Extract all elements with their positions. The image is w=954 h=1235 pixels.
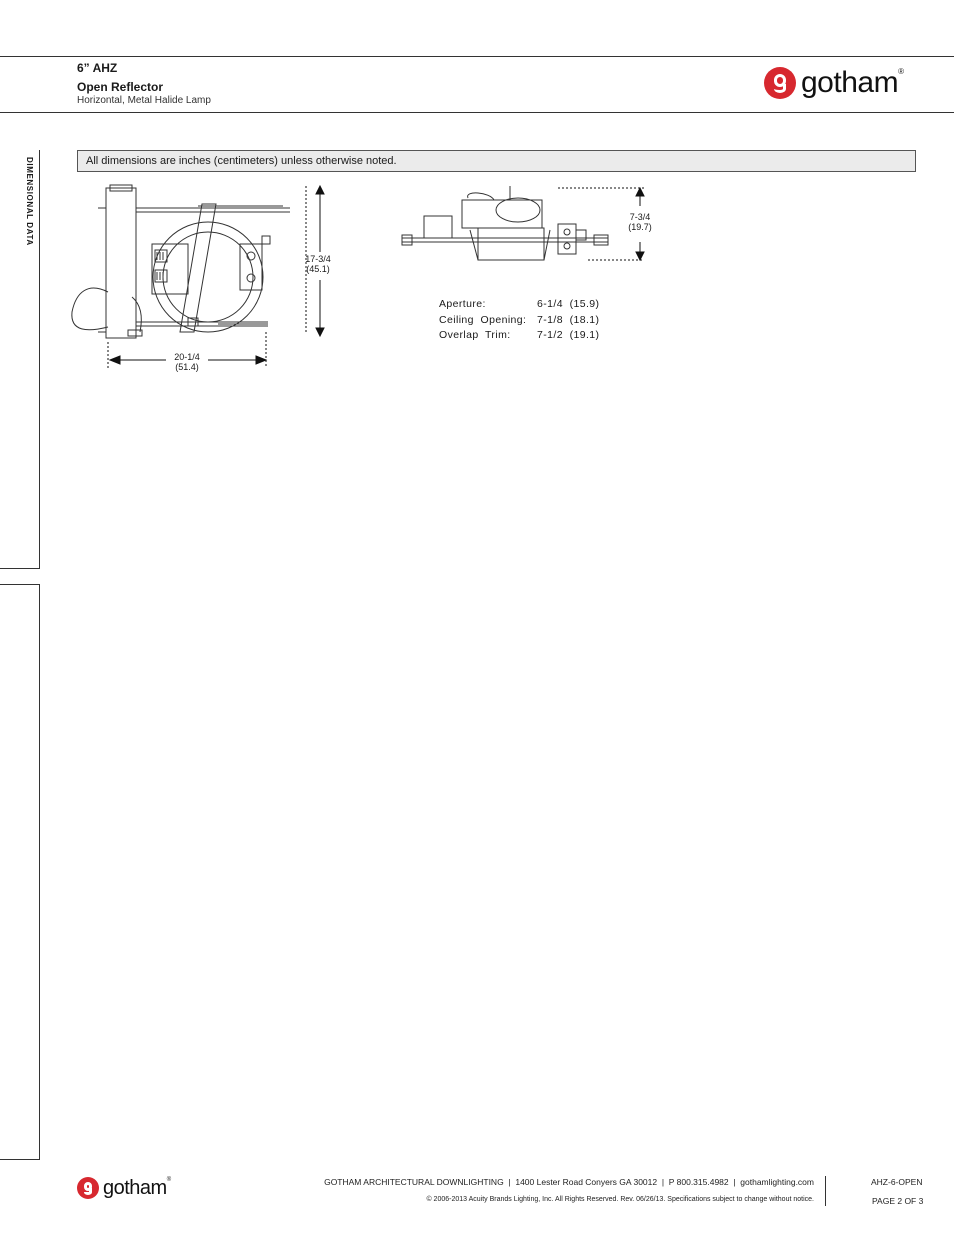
footer-divider [825,1176,826,1206]
side-height-centimeters: (19.7) [628,222,652,232]
top-width-centimeters: (51.4) [175,362,199,372]
spec-value: 7-1/8 (18.1) [537,313,600,326]
gotham-logo-icon [77,1177,99,1199]
side-tab-dimensional [0,150,40,569]
footer-logo [77,1177,171,1199]
spec-label: Aperture: [439,298,486,310]
page-title: 6” AHZ [77,61,118,75]
top-view-drawing [68,182,338,374]
page-subtitle: Open Reflector [77,80,164,94]
top-height-dimension [300,254,336,274]
spec-row-aperture [439,298,599,314]
page-description: Horizontal, Metal Halide Lamp [77,95,211,106]
footer-address: GOTHAM ARCHITECTURAL DOWNLIGHTING | 1400 Lester Road Conyers GA 30012 | P 800.315.4982 | gothamlighting.com [324,1177,814,1187]
spec-value: 6-1/4 (15.9) [537,298,600,310]
header-bottom-rule [0,112,954,113]
header-logo [764,67,904,99]
top-height-inches: 17-3/4 [305,254,331,264]
spec-row-overlap-trim [439,329,599,345]
side-height-inches: 7-3/4 [629,212,651,222]
footer-logo-word: gotham [103,1177,167,1199]
side-tab-label: DIMENSIONAL DATA [25,157,34,246]
top-width-inches: 20-1/4 [174,352,200,362]
top-width-dimension [168,352,206,372]
spec-label: Overlap Trim: [439,329,511,341]
spec-label: Ceiling Opening: [439,313,527,326]
footer-page-number: PAGE 2 OF 3 [872,1196,924,1206]
side-tab-blank [0,584,40,1160]
dimensions-note: All dimensions are inches (centimeters) unless otherwise noted. [77,150,916,172]
gotham-logo-icon [764,67,796,99]
opening-specs [439,298,599,345]
footer-copyright: © 2006-2013 Acuity Brands Lighting, Inc. All Rights Reserved. Rev. 06/26/13. Specifications subject to change without notice. [426,1196,814,1203]
spec-value: 7-1/2 (19.1) [537,329,600,341]
header-logo-word: gotham [801,66,899,99]
spec-row-ceiling-opening [439,314,599,330]
header-top-rule [0,56,954,57]
side-height-dimension [624,212,656,232]
side-view-drawing [398,180,656,268]
footer-logo-registered: ® [166,1177,172,1183]
top-height-centimeters: (45.1) [306,264,330,274]
footer-doc-code: AHZ-6-OPEN [871,1177,923,1187]
header-logo-registered: ® [898,67,904,76]
